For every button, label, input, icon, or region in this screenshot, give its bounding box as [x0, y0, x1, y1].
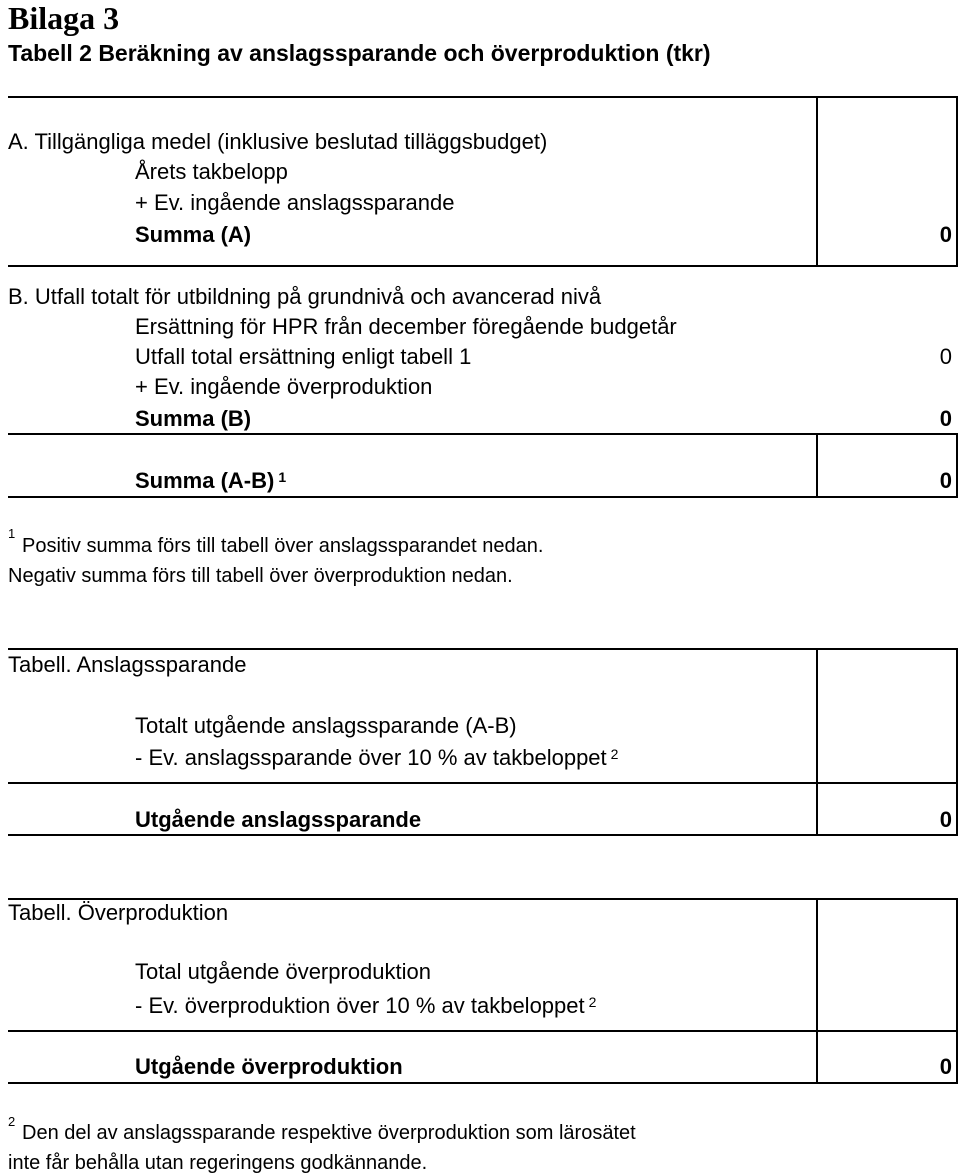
section-b-heading: B. Utfall totalt för utbildning på grundnivå och avancerad nivå: [8, 284, 602, 309]
summa-ab-value: 0: [939, 468, 952, 493]
over-row-over-10-mark: 2: [588, 994, 597, 1010]
utgaende-anslagssparande-value: 0: [939, 807, 952, 832]
footnote-1-mark: 1: [8, 526, 16, 541]
summa-ab-bottom-border: [8, 496, 958, 498]
anslag-table-divider: [8, 782, 958, 784]
anslag-table-row-over-10: [135, 745, 618, 771]
summa-b-value: 0: [939, 406, 952, 431]
footnote-2-line-1: Den del av anslagssparande respektive överproduktion som lärosätet: [22, 1122, 636, 1144]
footnote-2-mark: 2: [8, 1114, 16, 1129]
summa-ab-value-column-border: [816, 433, 818, 497]
section-b-row-hpr: Ersättning för HPR från december föregående budgetår: [135, 314, 677, 339]
page-title: Bilaga 3: [8, 0, 120, 36]
footnote-2-line-2: inte får behålla utan regeringens godkännande.: [8, 1152, 428, 1174]
footnote-1-line-2: Negativ summa förs till tabell över överproduktion nedan.: [8, 565, 513, 587]
anslag-row-over-10-mark: 2: [610, 746, 619, 762]
anslag-table-right-border: [956, 648, 958, 836]
over-table-row-total: Total utgående överproduktion: [135, 959, 431, 984]
summa-a-value: 0: [939, 222, 952, 247]
over-table-bottom-border: [8, 1082, 958, 1084]
anslag-table-value-column-border: [816, 648, 818, 836]
anslag-table-heading: Tabell. Anslagssparande: [8, 652, 247, 677]
anslag-row-over-10-label: - Ev. anslagssparande över 10 % av takbeloppet: [135, 745, 607, 770]
summa-a-label: Summa (A): [135, 222, 252, 247]
over-table-right-border: [956, 898, 958, 1084]
section-a-row-ingaende-anslagssparande: + Ev. ingående anslagssparande: [135, 190, 455, 215]
section-b-row-ingaende-overproduktion: + Ev. ingående överproduktion: [135, 374, 433, 399]
section-b-row-utfall: Utfall total ersättning enligt tabell 1: [135, 344, 472, 369]
anslag-table-row-totalt: Totalt utgående anslagssparande (A-B): [135, 713, 517, 738]
section-b-row-utfall-value: 0: [939, 344, 952, 369]
over-row-over-10-label: - Ev. överproduktion över 10 % av takbeloppet: [135, 993, 585, 1018]
over-table-divider: [8, 1030, 958, 1032]
section-a-row-takbelopp: Årets takbelopp: [135, 159, 288, 184]
summa-b-label: Summa (B): [135, 406, 252, 431]
over-table-value-column-border: [816, 898, 818, 1084]
utgaende-overproduktion-value: 0: [939, 1054, 952, 1079]
table-subtitle: Tabell 2 Beräkning av anslagssparande och överproduktion (tkr): [8, 40, 711, 66]
summa-ab-footnote-mark: 1: [278, 469, 287, 485]
section-a-heading: A. Tillgängliga medel (inklusive beslutad tilläggsbudget): [8, 129, 548, 154]
over-table-row-over-10: [135, 993, 596, 1019]
summa-ab-label-row: [135, 468, 286, 494]
footnote-1-line-1: Positiv summa förs till tabell över anslagssparandet nedan.: [22, 535, 544, 557]
section-a-right-border: [956, 96, 958, 266]
utgaende-anslagssparande-label: Utgående anslagssparande: [135, 807, 422, 832]
over-table-heading: Tabell. Överproduktion: [8, 900, 229, 925]
summa-ab-label: Summa (A-B): [135, 468, 275, 493]
section-a-value-column-border: [816, 96, 818, 266]
utgaende-overproduktion-label: Utgående överproduktion: [135, 1054, 403, 1079]
section-b-top-border: [8, 265, 958, 267]
anslag-table-bottom-border: [8, 834, 958, 836]
summa-ab-right-border: [956, 433, 958, 497]
